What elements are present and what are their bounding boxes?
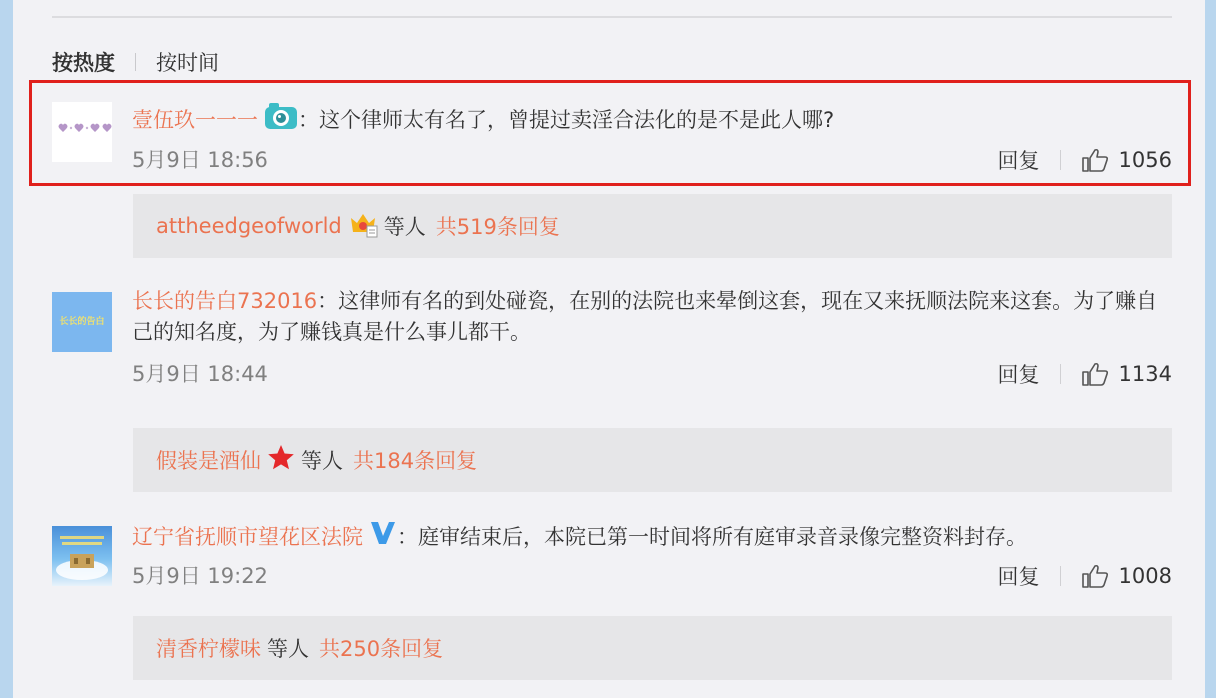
- reply-button[interactable]: 回复: [997, 565, 1040, 589]
- comment-timestamp: 5月9日 18:56: [132, 148, 268, 172]
- reply-summary[interactable]: [133, 428, 1172, 492]
- comment-text-line: [132, 520, 1172, 556]
- comment-username[interactable]: 辽宁省抚顺市望花区法院: [132, 525, 363, 549]
- comment-actions: [998, 560, 1172, 592]
- comment-content: ：庭审结束后，本院已第一时间将所有庭审录音录像完整资料封存。: [397, 525, 1027, 549]
- avatar-text: 长长的告白: [59, 316, 105, 327]
- reply-button[interactable]: 回复: [997, 149, 1040, 173]
- comment-meta: [132, 358, 1172, 390]
- like-count: 1134: [1118, 362, 1172, 386]
- comment-timestamp: 5月9日 19:22: [132, 564, 268, 588]
- avatar[interactable]: [52, 526, 112, 586]
- comment-body: [132, 286, 1172, 390]
- reply-username[interactable]: 假装是酒仙: [156, 449, 261, 473]
- verified-v-icon[interactable]: [369, 520, 397, 556]
- thumbs-up-icon[interactable]: [1081, 361, 1109, 387]
- crown-badge-icon: [348, 210, 378, 243]
- reply-summary[interactable]: [133, 616, 1172, 680]
- comment-username[interactable]: 长长的告白732016: [132, 289, 318, 313]
- reply-username[interactable]: attheedgeofworld: [156, 214, 342, 238]
- avatar[interactable]: [52, 102, 112, 162]
- camera-badge-icon[interactable]: [264, 102, 298, 140]
- comment-text-line: [132, 286, 1172, 348]
- comment-body: [132, 102, 1172, 176]
- reply-mid-text: 等人: [383, 215, 426, 239]
- sort-divider: [135, 53, 136, 71]
- reply-mid-text: 等人: [267, 637, 309, 661]
- reply-total-link[interactable]: 共519条回复: [435, 215, 560, 239]
- reply-username[interactable]: 清香柠檬味: [156, 637, 261, 661]
- avatar[interactable]: [52, 292, 112, 352]
- reply-button[interactable]: 回复: [997, 363, 1040, 387]
- comment-body: [132, 520, 1172, 592]
- like-count: 1008: [1118, 564, 1172, 588]
- thumbs-up-icon[interactable]: [1081, 563, 1109, 589]
- top-divider: [52, 16, 1172, 18]
- sort-by-time-tab[interactable]: 按时间: [156, 51, 219, 75]
- comment-text-line: [132, 102, 1172, 140]
- comment-meta: [132, 144, 1172, 176]
- comment-timestamp: 5月9日 18:44: [132, 362, 268, 386]
- comment-meta: [132, 560, 1172, 592]
- reply-total-link[interactable]: 共184条回复: [353, 449, 478, 473]
- comment-actions: [998, 144, 1172, 176]
- comment-item: [52, 102, 1172, 174]
- comment-username[interactable]: 壹伍玖一一一: [132, 108, 258, 132]
- action-divider: [1060, 364, 1061, 384]
- action-divider: [1060, 566, 1061, 586]
- comment-item: [52, 520, 1172, 596]
- comment-item: [52, 286, 1172, 406]
- comment-content: ：这个律师太有名了，曾提过卖淫合法化的是不是此人哪?: [298, 108, 835, 132]
- thumbs-up-icon[interactable]: [1081, 147, 1109, 173]
- action-divider: [1060, 150, 1061, 170]
- star-badge-icon: [267, 444, 295, 477]
- like-count: 1056: [1118, 148, 1172, 172]
- comment-content: ：这律师有名的到处碰瓷，在别的法院也来晕倒这套，现在又来抚顺法院来这套。为了赚自己的知名度，为了赚钱真是什么事儿都干。: [132, 289, 1158, 344]
- comment-actions: [998, 358, 1172, 390]
- sort-bar: [52, 48, 219, 76]
- sort-by-hot-tab[interactable]: 按热度: [52, 51, 115, 75]
- reply-mid-text: 等人: [301, 449, 343, 473]
- reply-summary[interactable]: [133, 194, 1172, 258]
- reply-total-link[interactable]: 共250条回复: [319, 637, 444, 661]
